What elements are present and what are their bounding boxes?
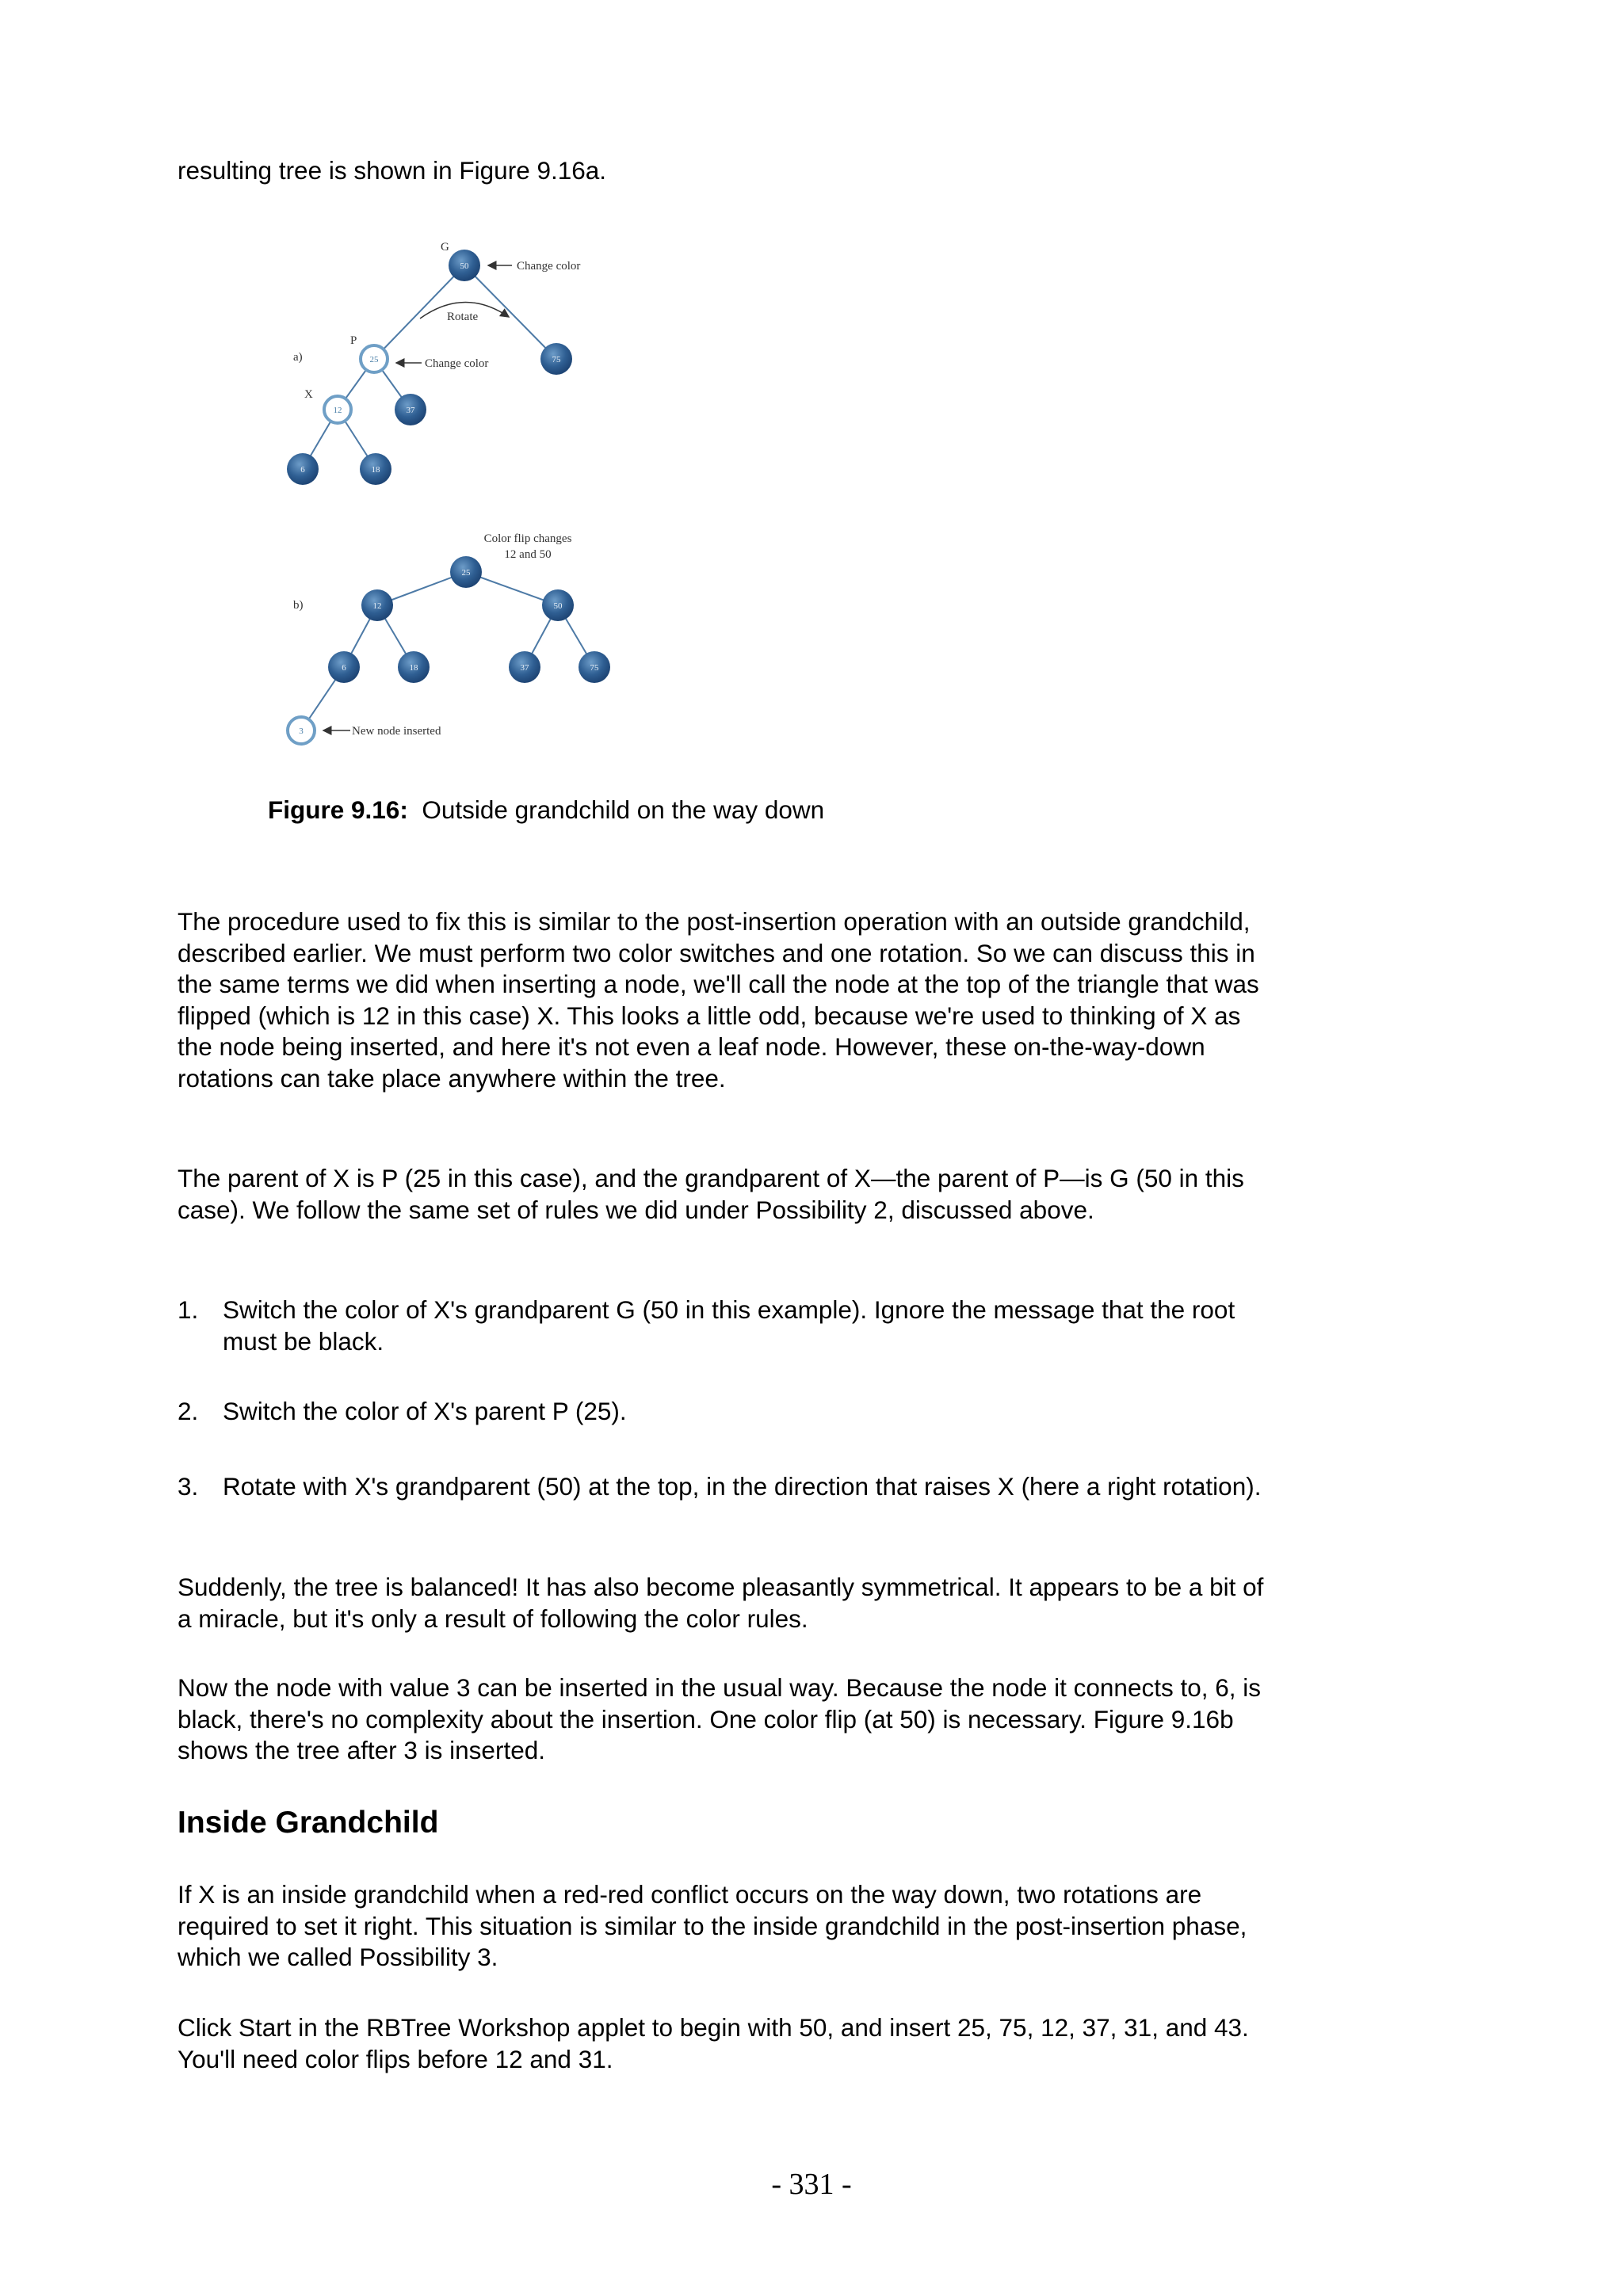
- node-3-b: [288, 717, 315, 744]
- paragraph-4: Now the node with value 3 can be inserted in the usual way. Because the node it connects to, 6, is black, there's no complexity about the insertion. One color flip (at 50) is necessary. Figure 9.16b shows the tree after 3 is inserted.: [178, 1673, 1262, 1765]
- node-50-b: [542, 589, 574, 621]
- edge-50-75: [464, 265, 556, 359]
- svg-text:18: 18: [371, 465, 380, 475]
- svg-text:50: 50: [553, 601, 563, 611]
- node-37-a: [395, 394, 426, 425]
- list-item-number: 3.: [178, 1472, 199, 1501]
- node-12-b: [361, 589, 393, 621]
- node-25-b: [450, 556, 482, 588]
- svg-text:6: 6: [342, 663, 346, 673]
- part-a-label: a): [293, 351, 303, 364]
- svg-text:3: 3: [299, 727, 304, 736]
- letter-p: P: [350, 334, 357, 347]
- svg-text:50: 50: [460, 261, 469, 271]
- paragraph-1: The procedure used to fix this is similar to the post-insertion operation with an outside grandchild, described earlier. We must perform two color switches and one rotation. So we can discuss this in the same terms we did when inserting a node, we'll call the node at the top of the triangle that was flipped (which is 12 in this case) X. This looks a little odd, because we're used to thinking of X as the node being inserted, and here it's not even a leaf node. However, these on-the-way-down rotations can take place anywhere within the tree.: [178, 907, 1259, 1093]
- svg-text:75: 75: [590, 663, 599, 673]
- svg-text:75: 75: [552, 355, 561, 364]
- page-number: - 331 -: [771, 2168, 852, 2201]
- caption-text: Outside grandchild on the way down: [422, 795, 825, 824]
- svg-text:12: 12: [372, 601, 382, 611]
- paragraph-3: Suddenly, the tree is balanced! It has also become pleasantly symmetrical. It appears to be a bit of a miracle, but it's only a result of following the color rules.: [178, 1573, 1264, 1633]
- annotation-change-color-g: Change color: [517, 260, 581, 273]
- annotation-flip-line1: Color flip changes: [483, 532, 572, 545]
- svg-text:12: 12: [333, 406, 342, 415]
- node-18-a: [360, 453, 391, 485]
- node-75-a: [540, 343, 572, 375]
- rotate-label: Rotate: [447, 311, 479, 323]
- figure-9-16: [269, 230, 634, 761]
- svg-text:25: 25: [369, 355, 379, 364]
- list-item-text: Rotate with X's grandparent (50) at the top, in the direction that raises X (here a right rotation).: [223, 1472, 1262, 1501]
- svg-text:37: 37: [406, 406, 415, 415]
- paragraph-5: If X is an inside grandchild when a red-red conflict occurs on the way down, two rotations are required to set it right. This situation is similar to the inside grandchild in the post-insertion phase, which we called Possibility 3.: [178, 1880, 1247, 1972]
- list-item-number: 1.: [178, 1295, 199, 1324]
- svg-text:6: 6: [300, 465, 305, 475]
- annotation-change-color-p: Change color: [425, 357, 489, 370]
- node-37-b: [509, 651, 540, 683]
- annotation-new-node: New node inserted: [352, 725, 441, 738]
- node-50-a: [449, 250, 480, 281]
- intro-line: resulting tree is shown in Figure 9.16a.: [178, 156, 607, 185]
- letter-g: G: [441, 241, 449, 254]
- node-75-b: [579, 651, 610, 683]
- letter-x: X: [304, 388, 313, 401]
- svg-text:25: 25: [461, 568, 471, 578]
- part-b-label: b): [293, 599, 304, 612]
- list-item-text: Switch the color of X's parent P (25).: [223, 1397, 627, 1425]
- node-6-b: [328, 651, 360, 683]
- section-heading: Inside Grandchild: [178, 1806, 439, 1840]
- figure-part-b: [288, 532, 610, 744]
- figure-part-a: [287, 241, 580, 485]
- node-18-b: [398, 651, 430, 683]
- node-12-a: [324, 396, 351, 423]
- annotation-flip-line2: 12 and 50: [504, 548, 552, 561]
- node-25-a: [361, 345, 388, 372]
- svg-text:37: 37: [520, 663, 529, 673]
- list-item-text: Switch the color of X's grandparent G (50 in this example). Ignore the message that the root must be black.: [223, 1295, 1235, 1356]
- figure-caption: [268, 794, 824, 826]
- node-6-a: [287, 453, 319, 485]
- caption-label: Figure 9.16:: [268, 795, 408, 824]
- svg-text:18: 18: [409, 663, 418, 673]
- paragraph-6: Click Start in the RBTree Workshop applet to begin with 50, and insert 25, 75, 12, 37, 31, and 43. You'll need color flips before 12 and 31.: [178, 2013, 1249, 2073]
- paragraph-2: The parent of X is P (25 in this case), and the grandparent of X—the parent of P—is G (50 in this case). We follow the same set of rules we did under Possibility 2, discussed above.: [178, 1164, 1244, 1224]
- list-item-number: 2.: [178, 1397, 199, 1425]
